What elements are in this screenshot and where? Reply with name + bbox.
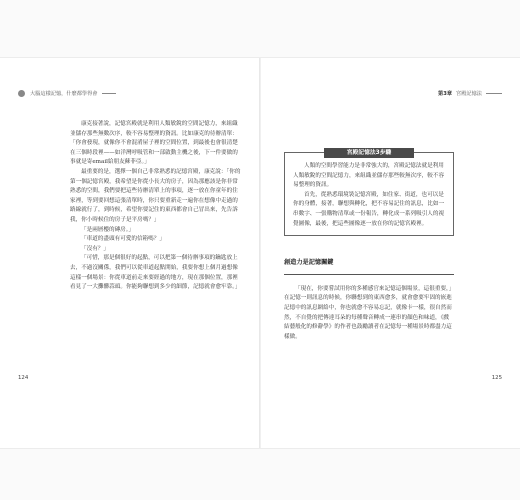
book-gutter — [259, 58, 261, 448]
running-header-right — [438, 90, 502, 97]
paragraph: 最重要的是，選擇一個自己非常熟悉的記憶宮殿，康克說：「你的第一個記憶宮殿，我希望是你從小長大的房子，因為那應該是你非常熟悉的空間，我們要把這些待辦清單上的事項，逐一放在你童年的住家裡，等到要回想這張清單時，你只要重新走一遍你在想像中走過的路線就行了，到時候，希望你要記住的東西都會自己冒出來，先告訴我，你小時候住的房子是平房嗎？」 — [70, 168, 241, 223]
dialogue-line: 「車道的盡頭有可愛的信箱嗎？」 — [81, 236, 165, 243]
chapter-number: 第3章 — [438, 91, 453, 97]
paragraph: 「現在，你要嘗試用你的多種感官來記憶這個場景，這很重要，」在記憶一則訊息的時候，你聯想到的東西愈多，就會愈要牢固的嵌進記憶中的訊息網絡中，你也就愈不容易忘記，就像卡一樣，很自然而然，不自覺的把傳達耳朵的每種聲音轉成一連串的顏色和味道，《戲結藝般化的修辭學》的作者也鼓勵讀者在記憶每一種場景時都盡力這樣做。 — [284, 285, 452, 340]
left-page-body — [70, 120, 242, 293]
running-header-left-text: 大腦這樣記憶，什麼都學得會 — [30, 91, 98, 97]
summary-box-title: 宮殿記憶法3步驟 — [324, 148, 414, 158]
chapter-title: 宮殿記憶法 — [456, 91, 482, 97]
running-header-left — [18, 90, 116, 97]
dialogue-line: 「是兩層樓的磚房。」 — [81, 226, 135, 233]
header-rule — [102, 93, 116, 94]
page-number-left: 124 — [18, 375, 29, 381]
paragraph: 康克接著說，記憶宮殿就是利用人類敏銳的空間記憶力，來組織並儲存那些無數次序，較不容易整理的資訊。比如康克的待辦清單：「你會發現，就像你不會混淆屋子裡的空間位置，到最後也會很清楚在三個時段裡——如洋灣呼吸管和一部啟動主機之後，下一件要做的事就是寄email給朋友蘇菲亞。」 — [70, 121, 238, 166]
dialogue-line: 「可惜，那是個很好的起點，可以把第一個待辦事項的鑰匙放上去，不過沒關係，我們可以從車道起點開始，我要你想上個月過想像這樣一個場景：你從車道前走來要經過的地方，現在那個位置，那裡看見了一大攤髒蒜頭。你能夠聯想到多少的細節，記憶就會愈牢靠。」 — [70, 255, 241, 291]
section-body — [284, 285, 454, 343]
circle-icon — [18, 90, 25, 97]
box-paragraph: 人類的空間學習能力是非常強大的，宮殿記憶法就是利用人類敏銳的空間記憶力，來組織並儲存那些較無次序，較不容易整理的資訊。 — [293, 163, 445, 189]
section-rule — [284, 274, 454, 275]
right-page-body — [284, 120, 454, 342]
section-heading: 創造力是記憶關鍵 — [284, 259, 334, 267]
summary-box — [284, 152, 454, 236]
box-paragraph: 首先，從熟悉環境裝記憶宮殿，如住家、街道，也可以是你的身體，接著，聯想與轉化，把不容易記住的訊息，比如一串數字、一張購物清單或一份報告，轉化成一系列吸引人的視覺圖像，最後，把這些圖像逐一放在你的記憶宮殿裡。 — [293, 191, 445, 227]
dialogue-line: 「沒有？」 — [81, 245, 109, 252]
page-number-right: 125 — [491, 375, 502, 381]
header-rule — [486, 93, 502, 94]
